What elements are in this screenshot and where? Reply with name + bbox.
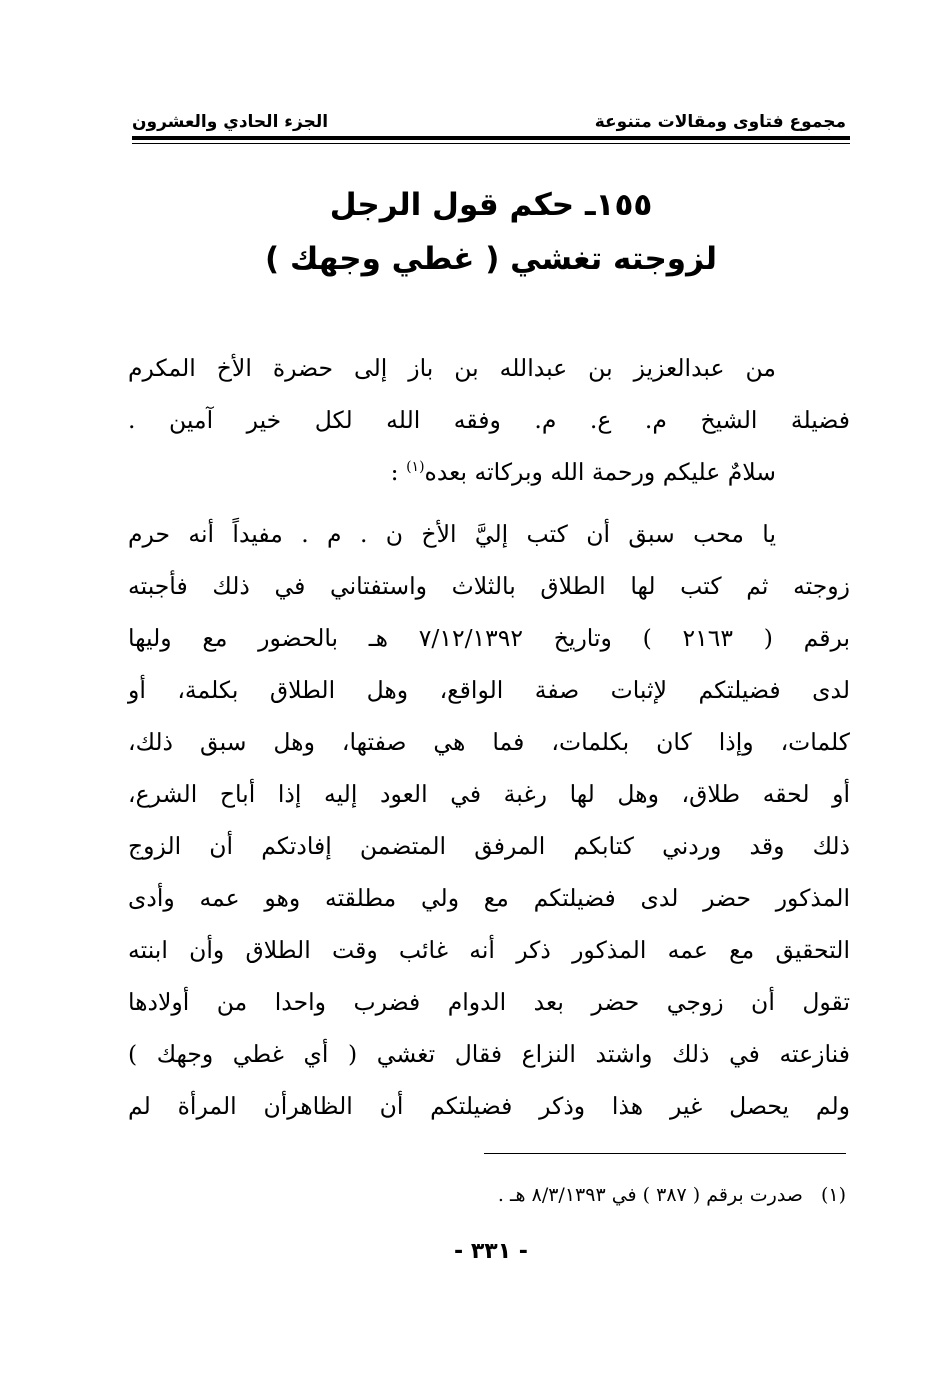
greeting-colon: : [390,458,399,486]
header-book-title: مجموع فتاوى ومقالات متنوعة [594,112,846,132]
footnote-text: صدرت برقم ( ٣٨٧ ) في ٨/٣/١٣٩٣ هـ . [497,1184,803,1206]
footnote-marker: (١) [820,1184,846,1206]
body-line: ذلك وقد وردني كتابكم المرفق المتضمن إفادتكم أن الزوج [128,832,850,860]
greeting-text: سلامٌ عليكم ورحمة الله وبركاته بعده [424,458,776,486]
body-text [128,342,850,1132]
body-line: كلمات، وإذا كان بكلمات، فما هي صفتها، وهل سبق ذلك، [128,728,850,756]
body-line: زوجته ثم كتب لها الطلاق بالثلاث واستفتاني في ذلك فأجبته [128,572,850,600]
body-line: تقول أن زوجي حضر بعد الدوام فضرب واحدا من أولادها [128,988,850,1016]
body-line: يا محب سبق أن كتب إليَّ الأخ ن . م . مفيداً أنه حرم [128,520,776,548]
body-line: ولم يحصل غير هذا وذكر فضيلتكم أن الظاهرأن المرأة لم [128,1092,850,1120]
header-rule-thin [132,143,850,144]
body-line: المذكور حضر لدى فضيلتكم مع ولي مطلقته وهو عمه وأدى [128,884,850,912]
footnote-reference: (١) [406,459,425,476]
body-line: برقم ( ٢١٦٣ ) وتاريخ ٧/١٢/١٣٩٢ هـ بالحضور مع وليها [128,624,850,652]
page-number: - ٣٣١ - [454,1239,528,1264]
body-line: فضيلة الشيخ م. ع. م. وفقه الله لكل خير آمين . [128,406,850,434]
article-title-line-2: لزوجته تغشي ( غطي وجهك ) [264,241,717,277]
header-volume: الجزء الحادي والعشرون [132,112,329,132]
article-title-line-1: ١٥٥ـ حكم قول الرجل [329,187,653,223]
article-title [132,178,850,286]
body-line: فنازعته في ذلك واشتد النزاع فقال تغشي ( أي غطي وجهك ) [128,1040,850,1068]
header-rule-thick [132,136,850,140]
body-line: التحقيق مع عمه المذكور ذكر أنه غائب وقت الطلاق وأن ابنته [128,936,850,964]
body-line: من عبدالعزيز بن عبدالله بن باز إلى حضرة الأخ المكرم [128,354,776,382]
body-line-greeting [128,446,850,498]
body-line: لدى فضيلتكم لإثبات صفة الواقع، وهل الطلاق بكلمة، أو [128,676,850,704]
footnote-separator [484,1153,846,1154]
footnote [132,1180,846,1210]
body-line: أو لحقه طلاق، وهل لها رغبة في العود إليه إذا أباح الشرع، [128,780,850,808]
running-header [132,96,846,132]
